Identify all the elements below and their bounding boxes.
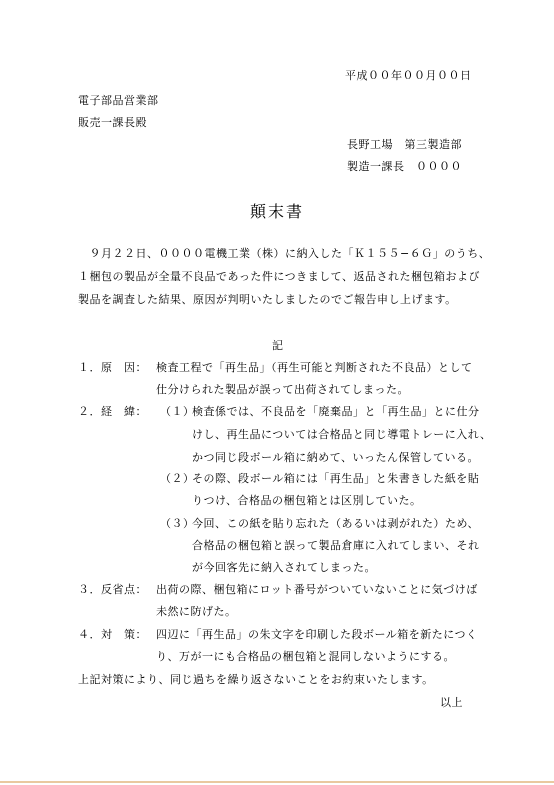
intro-line-3: 製品を調査した結果、原因が判明いたしましたのでご報告申し上げます。 xyxy=(78,293,457,306)
intro-line-1: ９月２２日、００００電機工業（株）に納入した「Ｋ１５５−６Ｇ」のうち、 xyxy=(78,247,491,260)
ki-heading: 記 xyxy=(272,339,284,352)
item-cause-line-1: 検査工程で「再生品」（再生可能と判断された不良品）として xyxy=(156,361,473,374)
sub-num-3: （３） xyxy=(160,517,195,530)
recipient-dept: 電子部品営業部 xyxy=(78,94,159,107)
sub-2-line-2: りつけ、合格品の梱包箱とは区別していた。 xyxy=(192,494,422,507)
closing-statement: 上記対策により、同じ過ちを繰り返さないことをお約束いたします。 xyxy=(78,673,434,686)
sender-person: 製造一課長 ００００ xyxy=(347,160,462,173)
item-label-background: ２．経 緯： xyxy=(78,405,147,418)
item-cause-line-2: 仕分けられた製品が誤って出荷されてしまった。 xyxy=(156,383,409,396)
sub-1-line-2: けし、再生品については合格品と同じ導電トレーに入れ、 xyxy=(192,428,492,441)
item-label-reflection: ３．反省点： xyxy=(78,583,147,596)
item-countermeasure-line-2: り、万が一にも合格品の梱包箱と混同しないようにする。 xyxy=(156,650,455,663)
sub-1-line-1: 検査係では、不良品を「廃棄品」と「再生品」とに仕分 xyxy=(192,405,480,418)
sender-plant: 長野工場 第三製造部 xyxy=(347,138,462,151)
document-title: 顛末書 xyxy=(250,202,305,221)
item-label-cause: １．原 因： xyxy=(78,361,147,374)
end-mark: 以上 xyxy=(440,696,463,709)
item-label-countermeasure: ４．対 策： xyxy=(78,628,147,641)
sub-num-2: （２） xyxy=(160,472,195,485)
sub-3-line-3: が今回客先に納入されてしまった。 xyxy=(192,561,376,574)
item-reflection-line-2: 未然に防げた。 xyxy=(156,605,237,618)
intro-line-2: １梱包の製品が全量不良品であった件につきまして、返品された梱包箱および xyxy=(78,270,480,283)
sub-num-1: （１） xyxy=(160,405,195,418)
date-line: 平成００年００月００日 xyxy=(345,69,472,82)
page-bottom-rule xyxy=(0,781,554,783)
sub-2-line-1: その際、段ボール箱には「再生品」と朱書きした紙を貼 xyxy=(192,472,480,485)
item-reflection-line-1: 出荷の際、梱包箱にロット番号がついていないことに気づけば xyxy=(156,583,478,596)
sub-1-line-3: かつ同じ段ボール箱に納めて、いったん保管している。 xyxy=(192,451,480,464)
recipient-person: 販売一課長殿 xyxy=(78,116,147,129)
sub-3-line-2: 合格品の梱包箱と誤って製品倉庫に入れてしまい、それ xyxy=(192,539,480,552)
item-countermeasure-line-1: 四辺に「再生品」の朱文字を印刷した段ボール箱を新たにつく xyxy=(156,628,478,641)
sub-3-line-1: 今回、この紙を貼り忘れた（あるいは剥がれた）ため、 xyxy=(192,517,480,530)
